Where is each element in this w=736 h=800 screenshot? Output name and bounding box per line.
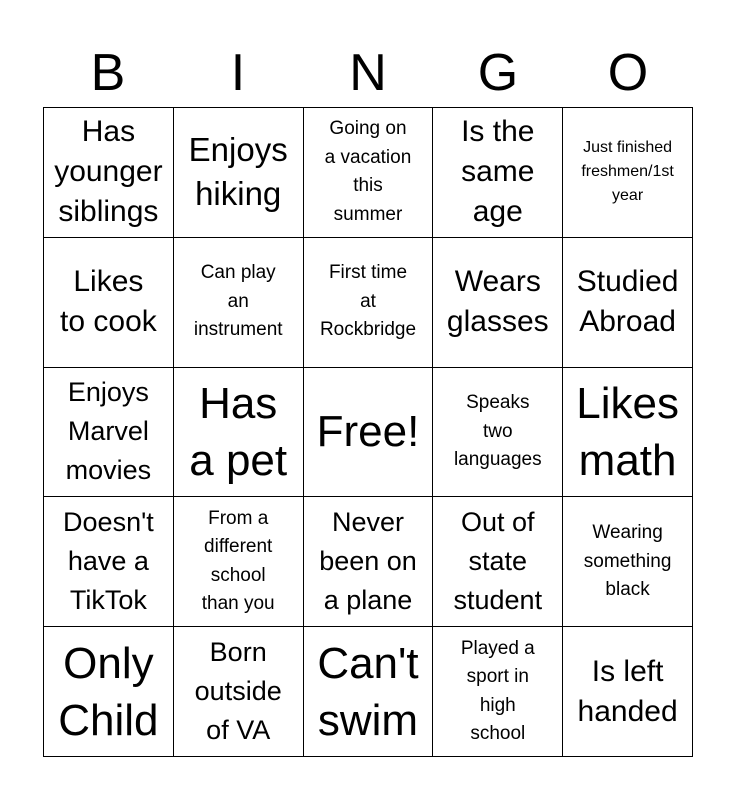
cell-label: Enjoys Marvel movies bbox=[65, 377, 152, 486]
cell-label: Wears glasses bbox=[446, 265, 549, 339]
cell-label: Can play an instrument bbox=[193, 262, 283, 341]
bingo-cell[interactable] bbox=[304, 108, 434, 238]
bingo-header bbox=[43, 42, 693, 104]
cell-label: Speaks two languages bbox=[453, 392, 542, 471]
cell-label: Is the same age bbox=[461, 115, 535, 229]
free-space-label: Free! bbox=[316, 407, 420, 457]
bingo-cell[interactable] bbox=[304, 497, 434, 627]
bingo-cell[interactable] bbox=[44, 627, 174, 757]
bingo-cell[interactable] bbox=[433, 108, 563, 238]
cell-label: Can't swim bbox=[317, 638, 419, 745]
cell-label: Doesn't have a TikTok bbox=[63, 507, 154, 616]
cell-label: First time at Rockbridge bbox=[319, 262, 417, 341]
bingo-cell[interactable] bbox=[174, 627, 304, 757]
free-space-cell[interactable] bbox=[304, 368, 434, 498]
bingo-cell[interactable] bbox=[174, 368, 304, 498]
bingo-cell[interactable] bbox=[433, 497, 563, 627]
header-letter-g: G bbox=[477, 44, 519, 102]
bingo-cell[interactable] bbox=[563, 497, 693, 627]
bingo-cell[interactable] bbox=[304, 238, 434, 368]
bingo-cell[interactable] bbox=[174, 497, 304, 627]
bingo-cell[interactable] bbox=[433, 627, 563, 757]
cell-label: Never been on a plane bbox=[319, 507, 417, 616]
bingo-cell[interactable] bbox=[174, 108, 304, 238]
header-letter-n: N bbox=[349, 44, 387, 102]
header-letter-i: I bbox=[230, 44, 246, 102]
cell-label: Only Child bbox=[58, 638, 159, 745]
cell-label: Played a sport in high school bbox=[460, 637, 535, 745]
cell-label: Just finished freshmen/1st year bbox=[581, 139, 674, 205]
cell-label: Born outside of VA bbox=[194, 637, 282, 746]
cell-label: From a different school than you bbox=[201, 507, 275, 615]
bingo-cell[interactable] bbox=[44, 238, 174, 368]
bingo-cell[interactable] bbox=[563, 238, 693, 368]
bingo-cell[interactable] bbox=[563, 368, 693, 498]
bingo-cell[interactable] bbox=[174, 238, 304, 368]
bingo-cell[interactable] bbox=[563, 108, 693, 238]
bingo-cell[interactable] bbox=[44, 368, 174, 498]
bingo-cell[interactable] bbox=[44, 497, 174, 627]
bingo-cell[interactable] bbox=[433, 238, 563, 368]
header-letter-o: O bbox=[607, 44, 649, 102]
bingo-cell[interactable] bbox=[304, 627, 434, 757]
bingo-cell[interactable] bbox=[433, 368, 563, 498]
bingo-card-grid bbox=[43, 107, 693, 757]
bingo-cell[interactable] bbox=[563, 627, 693, 757]
bingo-cell[interactable] bbox=[44, 108, 174, 238]
cell-label: Studied Abroad bbox=[576, 265, 679, 339]
cell-label: Wearing something black bbox=[583, 522, 672, 601]
cell-label: Has younger siblings bbox=[54, 115, 163, 229]
cell-label: Is left handed bbox=[577, 654, 678, 728]
cell-label: Going on a vacation this summer bbox=[324, 118, 412, 225]
cell-label: Has a pet bbox=[189, 378, 288, 485]
cell-label: Out of state student bbox=[453, 507, 543, 616]
cell-label: Likes math bbox=[576, 378, 679, 485]
cell-label: Likes to cook bbox=[60, 265, 157, 339]
header-letter-b: B bbox=[90, 44, 126, 102]
cell-label: Enjoys hiking bbox=[188, 131, 288, 213]
